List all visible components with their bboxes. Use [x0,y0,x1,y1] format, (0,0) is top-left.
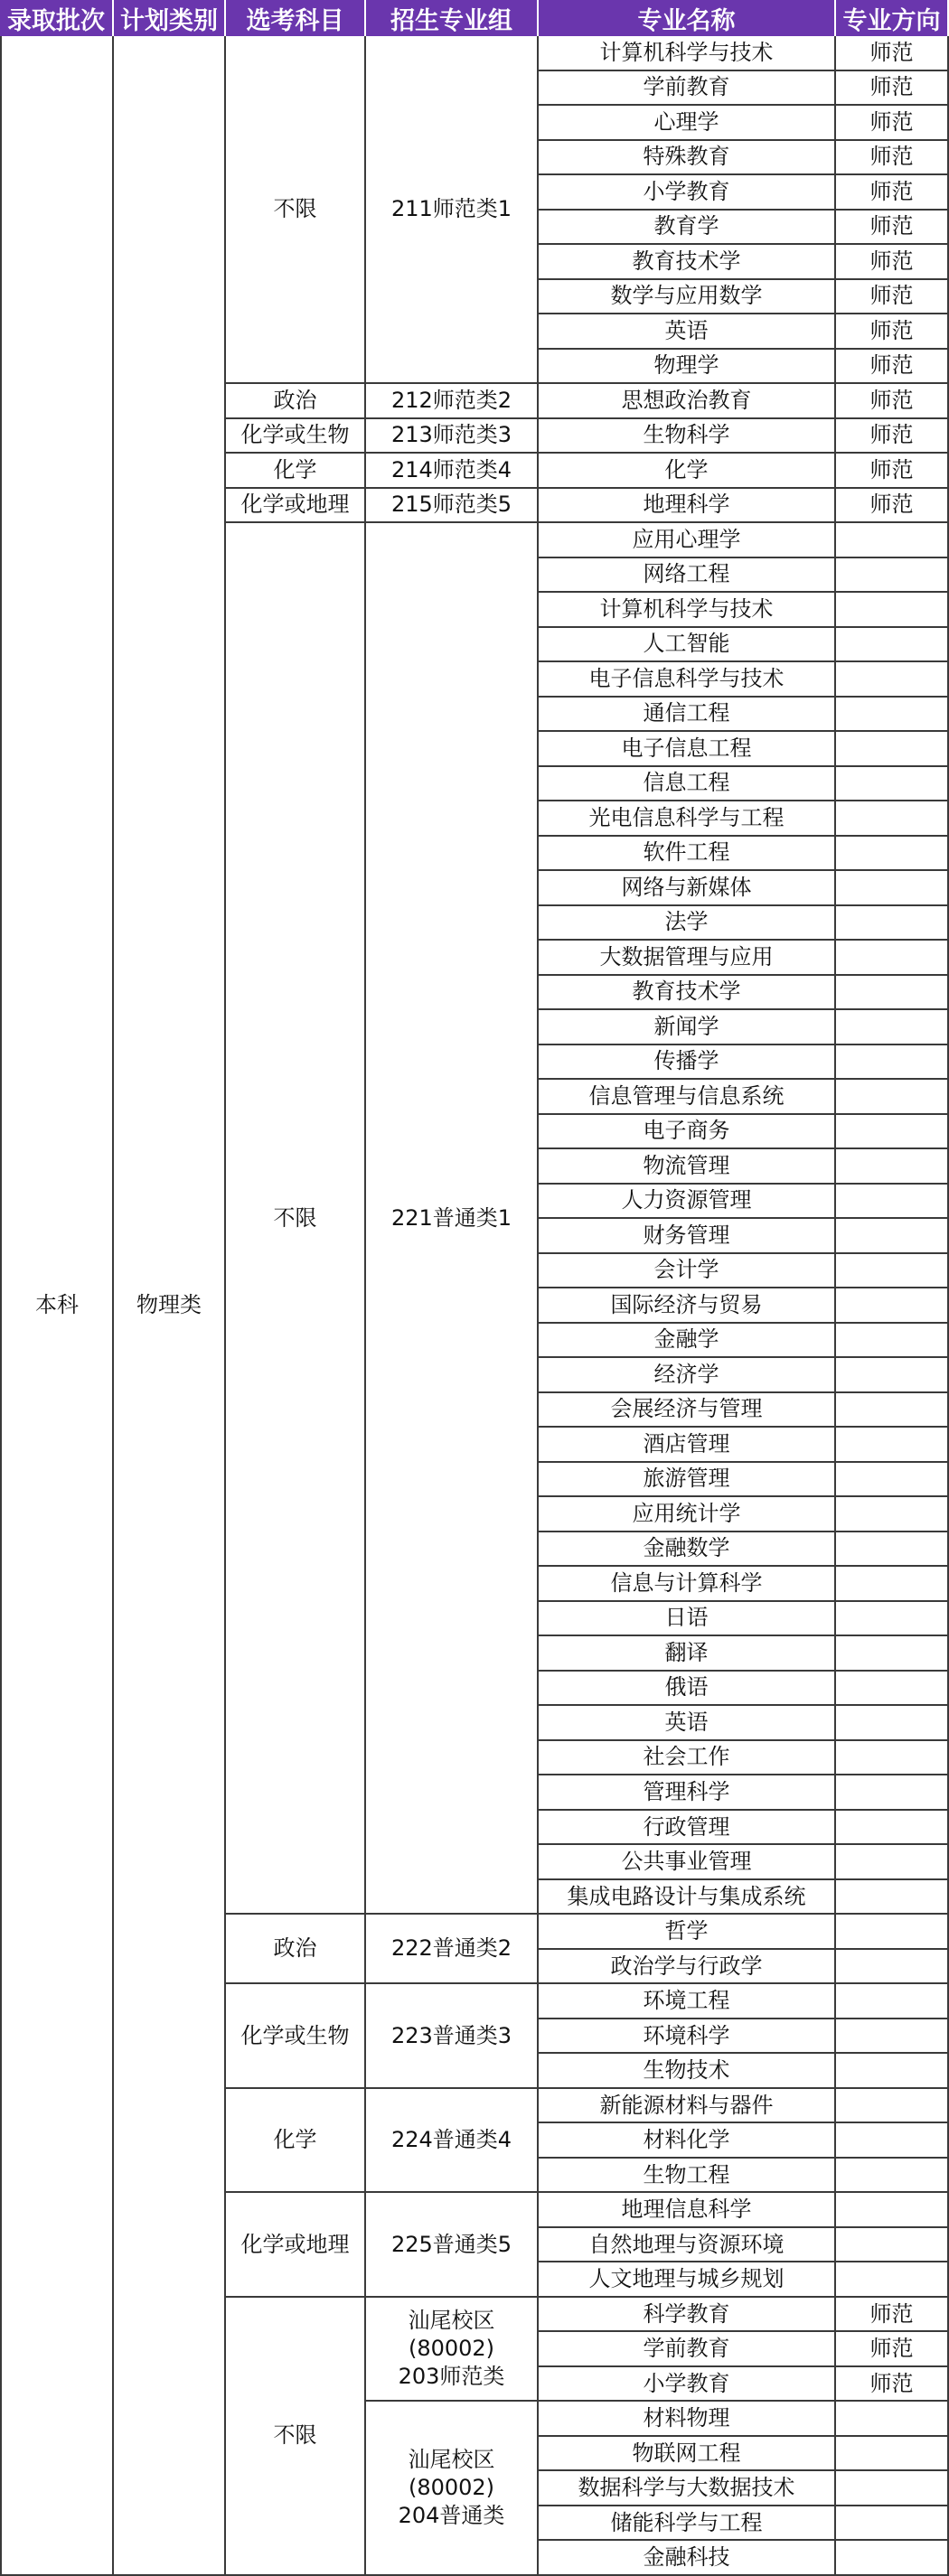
major-direction-cell [836,1288,949,1324]
header-batch: 录取批次 [0,0,114,36]
major-direction-cell [836,1358,949,1393]
major-direction-cell [836,1845,949,1880]
major-name-cell: 旅游管理 [539,1463,836,1498]
major-direction-cell: 师范 [836,36,949,71]
major-name-cell: 英语 [539,1706,836,1741]
group-cell: 212师范类2 [366,384,539,419]
major-name-cell: 金融数学 [539,1532,836,1568]
major-direction-cell: 师范 [836,280,949,315]
major-name-cell: 物联网工程 [539,2437,836,2472]
major-name-cell: 经济学 [539,1358,836,1393]
major-name-cell: 科学教育 [539,2298,836,2333]
major-name-cell: 会展经济与管理 [539,1393,836,1429]
major-name-cell: 人工智能 [539,628,836,663]
major-direction-cell [836,1636,949,1672]
major-direction-cell [836,2123,949,2159]
major-name-cell: 教育技术学 [539,976,836,1011]
major-direction-cell [836,732,949,767]
major-name-cell: 计算机科学与技术 [539,36,836,71]
major-name-cell: 应用心理学 [539,523,836,558]
major-direction-cell [836,2471,949,2506]
major-direction-cell [836,1463,949,1498]
group-cell: 223普通类3 [366,1984,539,2089]
major-name-cell: 通信工程 [539,698,836,733]
major-direction-cell [836,2019,949,2055]
subject-cell: 政治 [226,384,366,419]
major-name-cell: 计算机科学与技术 [539,593,836,628]
major-name-cell: 电子信息科学与技术 [539,662,836,698]
major-name-cell: 哲学 [539,1915,836,1950]
major-name-cell: 学前教育 [539,2332,836,2367]
major-direction-cell [836,2506,949,2542]
group-cell: 211师范类1 [366,36,539,384]
major-direction-cell [836,1741,949,1776]
major-name-cell: 材料物理 [539,2402,836,2437]
major-name-cell: 新闻学 [539,1010,836,1045]
major-name-cell: 公共事业管理 [539,1845,836,1880]
group-cell: 224普通类4 [366,2089,539,2194]
major-name-cell: 地理科学 [539,489,836,524]
major-direction-cell [836,2159,949,2194]
group-cell: 213师范类3 [366,419,539,454]
major-direction-cell [836,628,949,663]
subject-cell: 化学 [226,454,366,489]
major-name-cell: 会计学 [539,1254,836,1289]
subject-cell: 化学或地理 [226,2193,366,2298]
major-direction-cell [836,2228,949,2263]
subject-cell: 不限 [226,523,366,1915]
major-direction-cell [836,1950,949,1985]
major-direction-cell [836,2437,949,2472]
major-name-cell: 数学与应用数学 [539,280,836,315]
header-plan-type: 计划类别 [114,0,226,36]
group-cell: 汕尾校区 (80002) 203师范类 [366,2298,539,2403]
major-direction-cell [836,1532,949,1568]
major-direction-cell [836,662,949,698]
group-cell: 215师范类5 [366,489,539,524]
major-direction-cell [836,1497,949,1532]
major-direction-cell: 师范 [836,71,949,107]
major-direction-cell [836,698,949,733]
major-direction-cell [836,1080,949,1115]
major-direction-cell: 师范 [836,2367,949,2403]
major-direction-cell [836,2054,949,2089]
major-direction-cell [836,1567,949,1602]
subject-cell: 化学或地理 [226,489,366,524]
major-direction-cell [836,801,949,837]
major-direction-cell [836,558,949,594]
subject-cell: 政治 [226,1915,366,1984]
major-name-cell: 信息与计算科学 [539,1567,836,1602]
major-name-cell: 物理学 [539,350,836,385]
major-direction-cell: 师范 [836,211,949,246]
batch-cell: 本科 [0,36,114,2576]
major-name-cell: 政治学与行政学 [539,1950,836,1985]
group-cell: 225普通类5 [366,2193,539,2298]
major-direction-cell: 师范 [836,245,949,280]
major-name-cell: 集成电路设计与集成系统 [539,1880,836,1916]
major-name-cell: 教育技术学 [539,245,836,280]
major-name-cell: 环境科学 [539,2019,836,2055]
major-name-cell: 行政管理 [539,1811,836,1846]
major-direction-cell [836,1811,949,1846]
major-direction-cell [836,1219,949,1254]
subject-cell: 化学或生物 [226,1984,366,2089]
major-direction-cell: 师范 [836,384,949,419]
major-direction-cell: 师范 [836,350,949,385]
major-direction-cell [836,523,949,558]
major-name-cell: 俄语 [539,1672,836,1707]
major-name-cell: 法学 [539,906,836,941]
header-direction: 专业方向 [836,0,949,36]
major-name-cell: 金融学 [539,1324,836,1359]
major-direction-cell [836,941,949,976]
major-name-cell: 翻译 [539,1636,836,1672]
major-name-cell: 应用统计学 [539,1497,836,1532]
major-name-cell: 信息管理与信息系统 [539,1080,836,1115]
major-name-cell: 材料化学 [539,2123,836,2159]
major-direction-cell [836,767,949,802]
major-name-cell: 网络与新媒体 [539,871,836,906]
major-name-cell: 酒店管理 [539,1428,836,1463]
major-name-cell: 生物技术 [539,2054,836,2089]
major-direction-cell [836,2541,949,2576]
group-cell: 222普通类2 [366,1915,539,1984]
major-name-cell: 日语 [539,1602,836,1637]
major-name-cell: 光电信息科学与工程 [539,801,836,837]
major-direction-cell: 师范 [836,106,949,141]
major-name-cell: 自然地理与资源环境 [539,2228,836,2263]
major-direction-cell [836,1915,949,1950]
major-name-cell: 环境工程 [539,1984,836,2019]
major-direction-cell [836,1324,949,1359]
group-cell: 汕尾校区 (80002) 204普通类 [366,2402,539,2576]
major-direction-cell [836,2089,949,2124]
major-direction-cell [836,593,949,628]
subject-cell: 化学或生物 [226,419,366,454]
major-name-cell: 大数据管理与应用 [539,941,836,976]
major-direction-cell [836,1045,949,1081]
major-name-cell: 管理科学 [539,1775,836,1811]
subject-cell: 不限 [226,2298,366,2576]
major-direction-cell [836,1880,949,1916]
major-name-cell: 思想政治教育 [539,384,836,419]
major-direction-cell [836,1775,949,1811]
major-name-cell: 小学教育 [539,2367,836,2403]
header-group: 招生专业组 [366,0,539,36]
major-direction-cell [836,906,949,941]
major-name-cell: 金融科技 [539,2541,836,2576]
major-name-cell: 心理学 [539,106,836,141]
major-name-cell: 新能源材料与器件 [539,2089,836,2124]
major-name-cell: 学前教育 [539,71,836,107]
major-name-cell: 数据科学与大数据技术 [539,2471,836,2506]
subject-cell: 不限 [226,36,366,384]
major-direction-cell: 师范 [836,141,949,176]
major-direction-cell [836,1393,949,1429]
major-name-cell: 生物科学 [539,419,836,454]
major-name-cell: 地理信息科学 [539,2193,836,2228]
major-direction-cell [836,1428,949,1463]
major-direction-cell [836,1115,949,1150]
major-name-cell: 化学 [539,454,836,489]
major-direction-cell [836,1254,949,1289]
group-cell: 214师范类4 [366,454,539,489]
subject-cell: 化学 [226,2089,366,2194]
major-name-cell: 小学教育 [539,175,836,211]
major-direction-cell [836,1672,949,1707]
major-direction-cell: 师范 [836,419,949,454]
major-direction-cell [836,2402,949,2437]
major-direction-cell: 师范 [836,175,949,211]
plan-type-cell: 物理类 [114,36,226,2576]
major-name-cell: 物流管理 [539,1149,836,1185]
major-name-cell: 特殊教育 [539,141,836,176]
major-direction-cell [836,871,949,906]
major-name-cell: 国际经济与贸易 [539,1288,836,1324]
major-direction-cell: 师范 [836,2298,949,2333]
major-name-cell: 英语 [539,314,836,350]
major-name-cell: 信息工程 [539,767,836,802]
major-name-cell: 储能科学与工程 [539,2506,836,2542]
major-name-cell: 社会工作 [539,1741,836,1776]
major-direction-cell [836,2262,949,2298]
header-major: 专业名称 [539,0,836,36]
major-name-cell: 电子信息工程 [539,732,836,767]
major-direction-cell: 师范 [836,489,949,524]
major-name-cell: 电子商务 [539,1115,836,1150]
major-direction-cell [836,1185,949,1220]
major-direction-cell [836,1706,949,1741]
major-name-cell: 人力资源管理 [539,1185,836,1220]
major-direction-cell [836,837,949,872]
major-name-cell: 软件工程 [539,837,836,872]
group-cell: 221普通类1 [366,523,539,1915]
major-direction-cell: 师范 [836,454,949,489]
major-direction-cell: 师范 [836,2332,949,2367]
major-direction-cell [836,1602,949,1637]
major-direction-cell [836,1010,949,1045]
major-direction-cell [836,1984,949,2019]
major-name-cell: 教育学 [539,211,836,246]
major-direction-cell [836,1149,949,1185]
major-direction-cell [836,976,949,1011]
major-name-cell: 人文地理与城乡规划 [539,2262,836,2298]
major-name-cell: 网络工程 [539,558,836,594]
major-name-cell: 传播学 [539,1045,836,1081]
major-direction-cell: 师范 [836,314,949,350]
major-name-cell: 生物工程 [539,2159,836,2194]
major-name-cell: 财务管理 [539,1219,836,1254]
major-direction-cell [836,2193,949,2228]
header-subject: 选考科目 [226,0,366,36]
